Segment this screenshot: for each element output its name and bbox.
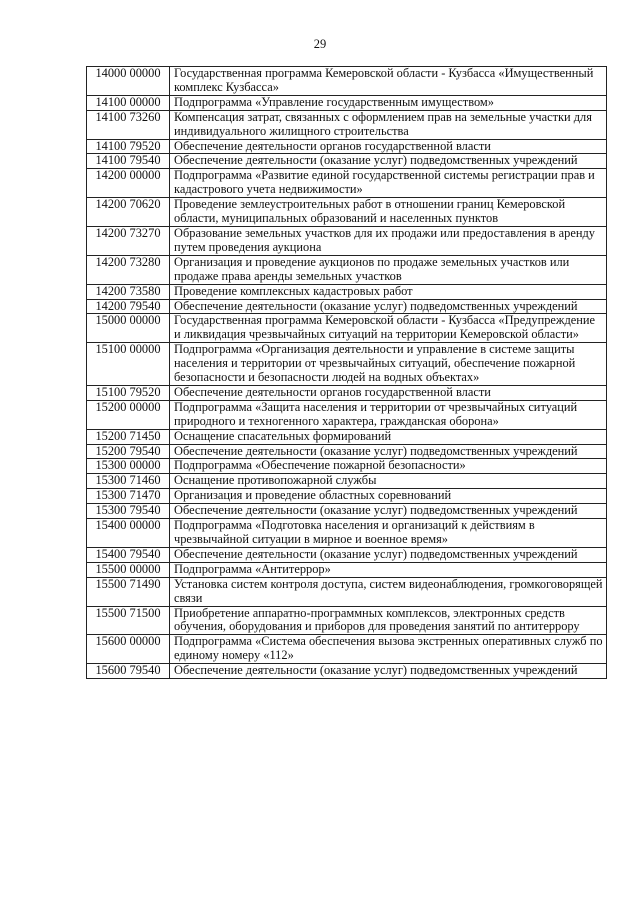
row-code: 15100 79520	[87, 385, 170, 400]
table-row	[87, 299, 607, 314]
row-name: Государственная программа Кемеровской области - Кузбасса «Предупреждение и ликвидация чрезвычайных ситуаций на территории Кемеровской области»	[170, 314, 607, 343]
table-row	[87, 547, 607, 562]
row-code: 15200 00000	[87, 400, 170, 429]
table-row	[87, 459, 607, 474]
table-row	[87, 400, 607, 429]
row-name: Подпрограмма «Организация деятельности и управление в системе защиты населения и территории от чрезвычайных ситуаций, обеспечение пожарной безопасности и безопасности людей на водных объектах»	[170, 343, 607, 386]
row-name: Оснащение противопожарной службы	[170, 474, 607, 489]
table-row	[87, 519, 607, 548]
row-name: Приобретение аппаратно-программных комплексов, электронных средств обучения, оборудования и приборов для проведения занятий по антитеррору	[170, 606, 607, 635]
row-code: 15200 79540	[87, 444, 170, 459]
row-code: 14200 73280	[87, 255, 170, 284]
row-name: Организация и проведение областных соревнований	[170, 489, 607, 504]
table-row	[87, 429, 607, 444]
row-code: 15600 00000	[87, 635, 170, 664]
row-name: Проведение комплексных кадастровых работ	[170, 284, 607, 299]
table-row	[87, 198, 607, 227]
row-code: 15000 00000	[87, 314, 170, 343]
row-code: 14100 79540	[87, 154, 170, 169]
row-name: Компенсация затрат, связанных с оформлением прав на земельные участки для индивидуального жилищного строительства	[170, 110, 607, 139]
table-row	[87, 284, 607, 299]
row-code: 14200 70620	[87, 198, 170, 227]
row-name: Подпрограмма «Управление государственным имуществом»	[170, 95, 607, 110]
page-number: 29	[313, 37, 327, 51]
table-row	[87, 226, 607, 255]
row-code: 15300 00000	[87, 459, 170, 474]
row-code: 15500 00000	[87, 562, 170, 577]
row-code: 15500 71500	[87, 606, 170, 635]
table-row	[87, 444, 607, 459]
table-row	[87, 343, 607, 386]
row-code: 15100 00000	[87, 343, 170, 386]
row-name: Обеспечение деятельности (оказание услуг) подведомственных учреждений	[170, 444, 607, 459]
table-row	[87, 664, 607, 679]
table-row	[87, 562, 607, 577]
row-code: 14200 79540	[87, 299, 170, 314]
row-name: Обеспечение деятельности органов государственной власти	[170, 139, 607, 154]
table-row	[87, 139, 607, 154]
row-code: 15400 00000	[87, 519, 170, 548]
row-name: Обеспечение деятельности (оказание услуг) подведомственных учреждений	[170, 504, 607, 519]
row-code: 14200 00000	[87, 169, 170, 198]
row-code: 14000 00000	[87, 67, 170, 96]
row-code: 14200 73580	[87, 284, 170, 299]
table-row	[87, 67, 607, 96]
table-row	[87, 314, 607, 343]
table-row	[87, 255, 607, 284]
row-name: Государственная программа Кемеровской области - Кузбасса «Имущественный комплекс Кузбасса»	[170, 67, 607, 96]
row-name: Установка систем контроля доступа, систем видеонаблюдения, громкоговорящей связи	[170, 577, 607, 606]
row-code: 15300 79540	[87, 504, 170, 519]
table-body	[87, 67, 607, 679]
row-name: Оснащение спасательных формирований	[170, 429, 607, 444]
table-row	[87, 504, 607, 519]
table-row	[87, 577, 607, 606]
row-name: Обеспечение деятельности (оказание услуг) подведомственных учреждений	[170, 664, 607, 679]
row-code: 15400 79540	[87, 547, 170, 562]
row-name: Подпрограмма «Защита населения и территории от чрезвычайных ситуаций природного и техногенного характера, гражданская оборона»	[170, 400, 607, 429]
row-code: 15500 71490	[87, 577, 170, 606]
table-row	[87, 489, 607, 504]
row-name: Подпрограмма «Подготовка населения и организаций к действиям в чрезвычайной ситуации в мирное и военное время»	[170, 519, 607, 548]
table-row	[87, 474, 607, 489]
row-name: Обеспечение деятельности (оказание услуг) подведомственных учреждений	[170, 547, 607, 562]
row-name: Обеспечение деятельности органов государственной власти	[170, 385, 607, 400]
row-code: 14100 79520	[87, 139, 170, 154]
row-code: 14100 00000	[87, 95, 170, 110]
table-row	[87, 95, 607, 110]
row-code: 15300 71470	[87, 489, 170, 504]
row-code: 14200 73270	[87, 226, 170, 255]
table-row	[87, 169, 607, 198]
row-name: Образование земельных участков для их продажи или предоставления в аренду путем проведения аукциона	[170, 226, 607, 255]
row-name: Подпрограмма «Развитие единой государственной системы регистрации прав и кадастрового учета недвижимости»	[170, 169, 607, 198]
table-row	[87, 110, 607, 139]
table-row	[87, 606, 607, 635]
table-row	[87, 154, 607, 169]
row-name: Обеспечение деятельности (оказание услуг) подведомственных учреждений	[170, 299, 607, 314]
row-code: 15600 79540	[87, 664, 170, 679]
budget-codes-table	[86, 66, 607, 679]
row-name: Организация и проведение аукционов по продаже земельных участков или продаже права аренды земельных участков	[170, 255, 607, 284]
row-name: Обеспечение деятельности (оказание услуг) подведомственных учреждений	[170, 154, 607, 169]
table-row	[87, 385, 607, 400]
row-name: Подпрограмма «Антитеррор»	[170, 562, 607, 577]
table-row	[87, 635, 607, 664]
row-code: 15200 71450	[87, 429, 170, 444]
row-code: 14100 73260	[87, 110, 170, 139]
row-code: 15300 71460	[87, 474, 170, 489]
row-name: Проведение землеустроительных работ в отношении границ Кемеровской области, муниципальных образований и населенных пунктов	[170, 198, 607, 227]
row-name: Подпрограмма «Обеспечение пожарной безопасности»	[170, 459, 607, 474]
row-name: Подпрограмма «Система обеспечения вызова экстренных оперативных служб по единому номеру «112»	[170, 635, 607, 664]
